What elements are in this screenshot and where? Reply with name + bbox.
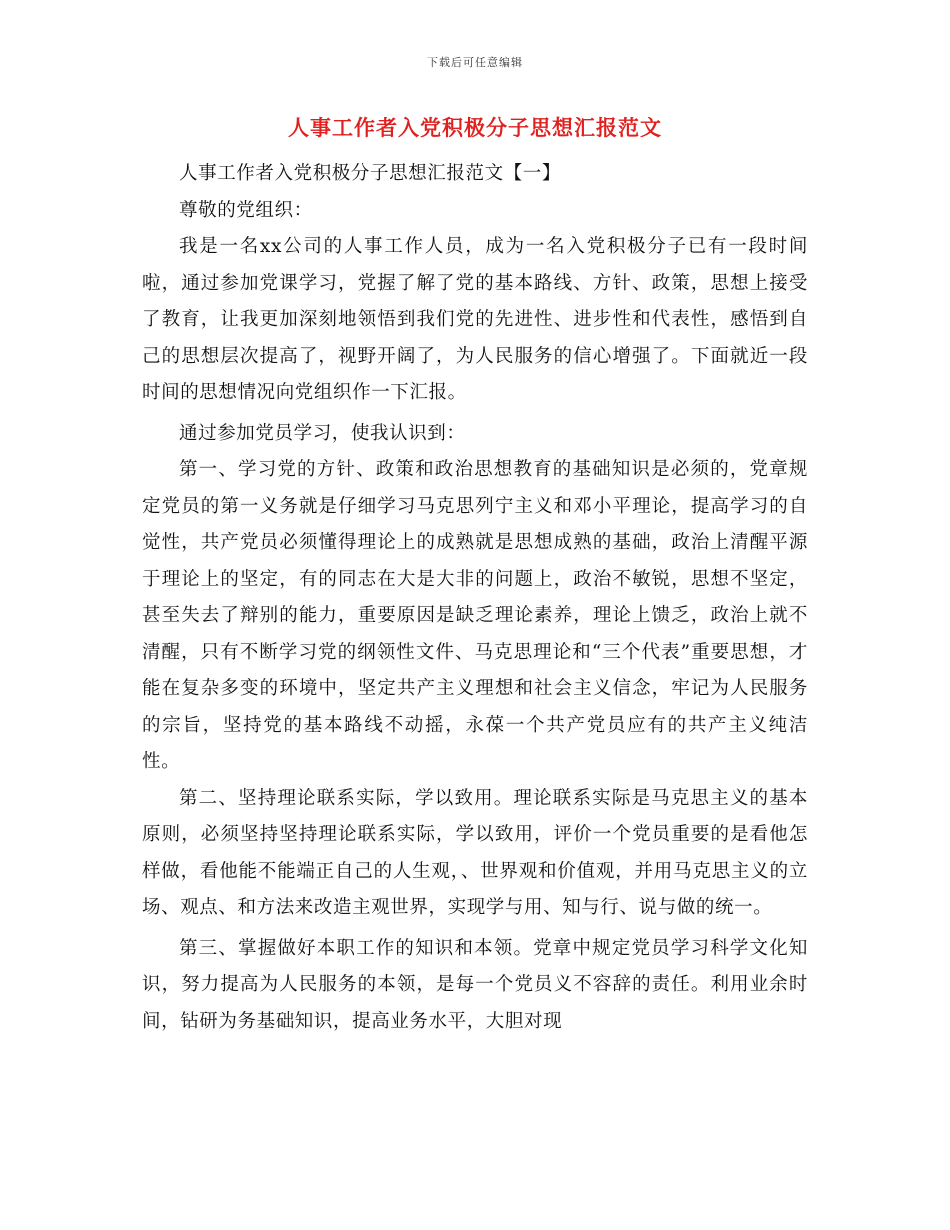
paragraph-point-1: 第一、学习党的方针、政策和政治思想教育的基础知识是必须的，党章规定党员的第一义务就是仔细学习马克思列宁主义和邓小平理论，提高学习的自觉性，共产党员必须懂得理论上的成熟就是思想成熟的基础，政治上清醒平源于理论上的坚定，有的同志在大是大非的问题上，政治不敏锐，思想不坚定，甚至失去了辩别的能力，重要原因是缺乏理论素养，理论上馈乏，政治上就不清醒，只有不断学习党的纲领性文件、马克思理论和“三个代表”重要思想，才能在复杂多变的环境中，坚定共产主义理想和社会主义信念，牢记为人民服务的宗旨，坚持党的基本路线不动摇，永葆一个共产党员应有的共产主义纯洁性。 bbox=[142, 459, 808, 772]
paragraph-point-3: 第三、掌握做好本职工作的知识和本领。党章中规定党员学习科学文化知识，努力提高为人民服务的本领，是每一个党员义不容辞的责任。利用业余时间，钻研为务基础知识，提高业务水平，大胆对现 bbox=[142, 937, 808, 1032]
document-title: 人事工作者入党积极分子思想汇报范文 bbox=[288, 115, 662, 140]
header-note: 下载后可任意编辑 bbox=[427, 56, 523, 69]
paragraph-subtitle: 人事工作者入党积极分子思想汇报范文【一】 bbox=[179, 163, 562, 184]
paragraph-salutation: 尊敬的党组织： bbox=[179, 199, 313, 221]
document-body bbox=[142, 156, 808, 1040]
paragraph-lead: 通过参加党员学习，使我认识到： bbox=[179, 422, 466, 444]
paragraph-point-2: 第二、坚持理论联系实际，学以致用。理论联系实际是马克思主义的基本原则，必须坚持坚持理论联系实际，学以致用，评价一个党员重要的是看他怎样做，看他能不能端正自己的人生观，、世界观和价值观，并用马克思主义的立场、观点、和方法来改造主观世界，实现学与用、知与行、说与做的统一。 bbox=[142, 787, 808, 918]
paragraph-intro: 我是一名xx公司的人事工作人员，成为一名入党积极分子已有一段时间啦，通过参加党课学习，党握了解了党的基本路线、方针、政策，思想上接受了教育，让我更加深刻地领悟到我们党的先进性、进步性和代表性，感悟到自己的思想层次提高了，视野开阔了，为人民服务的信心增强了。下面就近一段时间的思想情况向党组织作一下汇报。 bbox=[142, 236, 808, 403]
